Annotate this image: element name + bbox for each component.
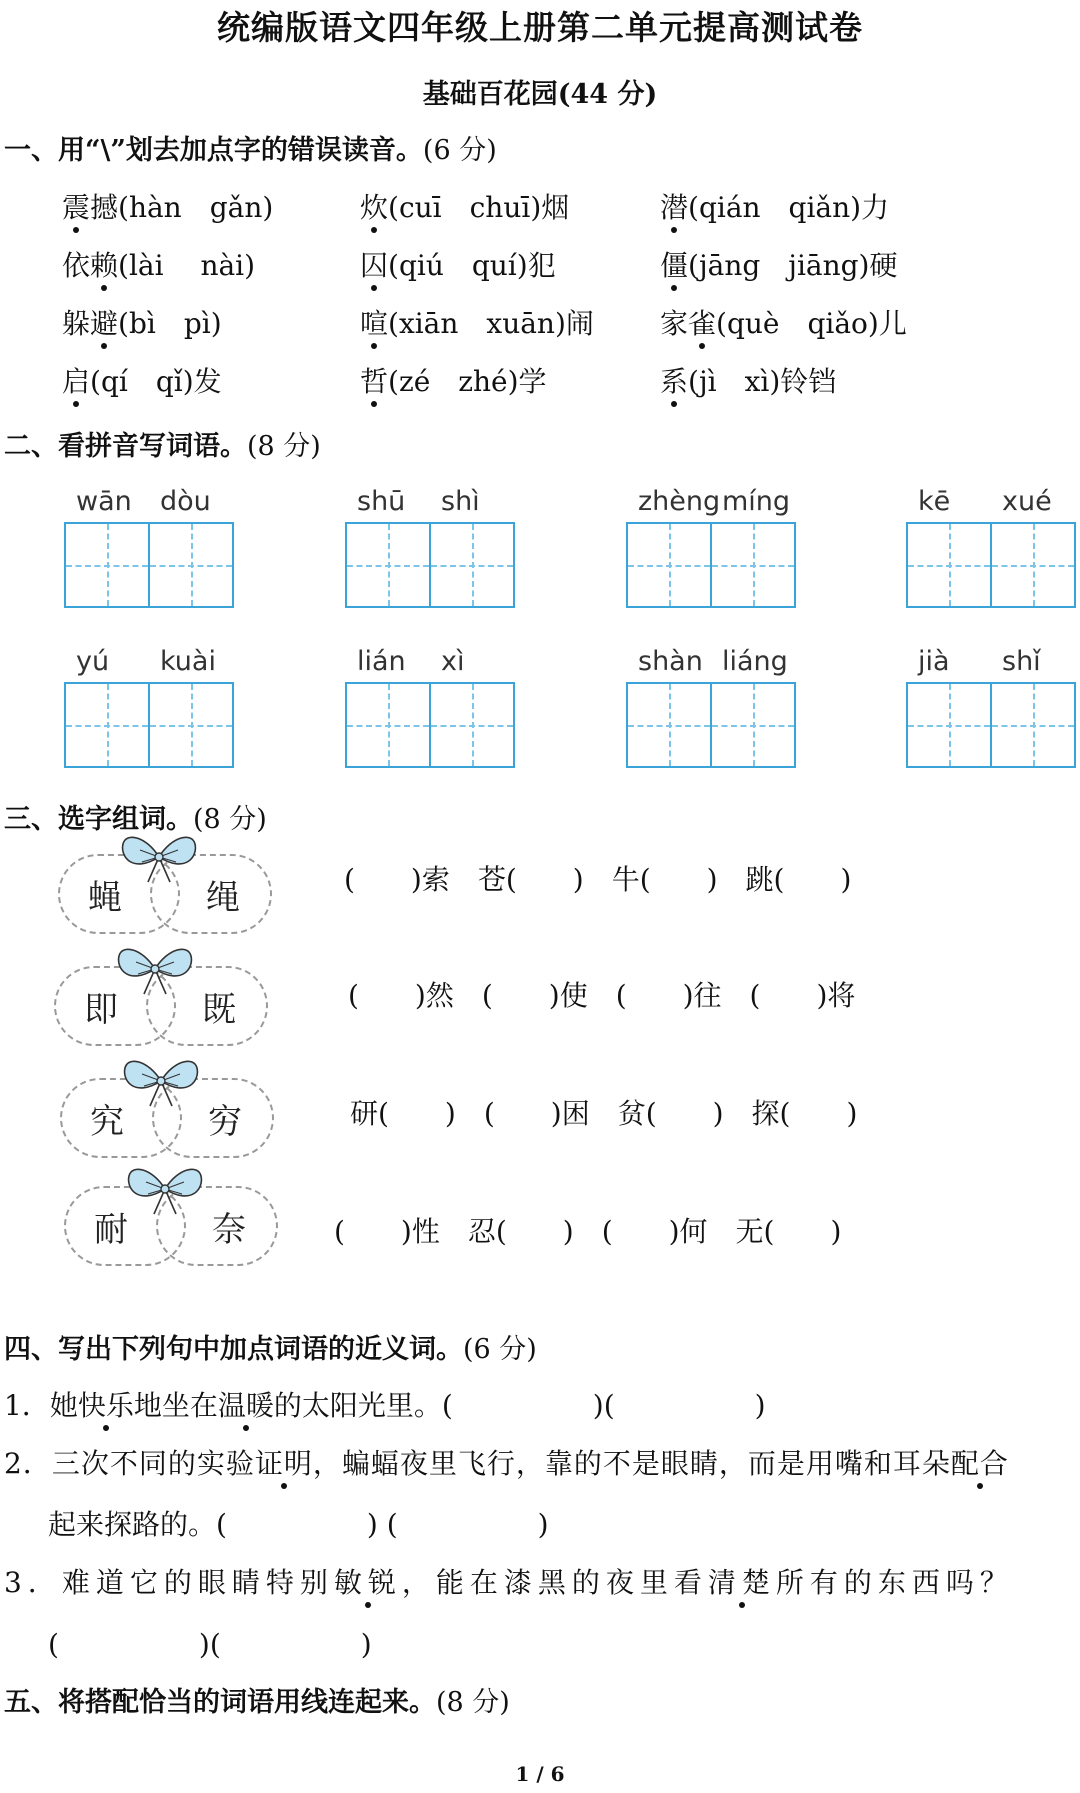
writing-cell[interactable] — [908, 524, 992, 606]
word-fill-line: 研( ) ( )困 贫( ) 探( ) — [350, 1097, 858, 1130]
writing-cell[interactable] — [66, 684, 150, 766]
pair-char-b: 既 — [202, 990, 236, 1030]
word-fill-line: ( )索 苍( ) 牛( ) 跳( ) — [344, 863, 852, 896]
pair-char-b: 绳 — [206, 878, 240, 918]
writing-cell[interactable] — [150, 684, 232, 766]
writing-cell[interactable] — [628, 684, 712, 766]
writing-box[interactable] — [906, 522, 1076, 608]
page-number: 1 / 6 — [515, 1762, 565, 1786]
writing-cell[interactable] — [712, 524, 794, 606]
section-2-heading: 二、看拼音写词语。(8 分) — [4, 431, 321, 462]
section-5-heading: 五、将搭配恰当的词语用线连起来。(8 分) — [4, 1687, 510, 1718]
pinyin-label: dòu — [160, 486, 211, 517]
character-pair — [64, 1170, 279, 1264]
writing-cell[interactable] — [431, 524, 513, 606]
pair-char-a: 即 — [84, 990, 118, 1030]
character-pair — [60, 1062, 275, 1156]
question-4-1: 1．她快乐地坐在温暖的太阳光里。( )( ) — [4, 1389, 766, 1422]
reading-item: 囚(qiú quí)犯 — [360, 249, 556, 282]
reading-item: 哲(zé zhé)学 — [360, 365, 547, 398]
pair-char-a: 蝇 — [88, 878, 122, 918]
writing-cell[interactable] — [347, 684, 431, 766]
character-pair — [54, 950, 269, 1044]
reading-item: 依赖(lài nài) — [62, 249, 256, 282]
reading-item: 喧(xiān xuān)闹 — [360, 307, 594, 340]
writing-cell[interactable] — [908, 684, 992, 766]
pinyin-label: xì — [441, 646, 465, 677]
pinyin-label: lián — [357, 646, 406, 677]
writing-cell[interactable] — [66, 524, 150, 606]
question-4-2-line2: 起来探路的。( ) ( ) — [48, 1508, 549, 1541]
writing-cell[interactable] — [431, 684, 513, 766]
word-fill-line: ( )性 忍( ) ( )何 无( ) — [334, 1215, 842, 1248]
question-4-3-line2: ( )( ) — [48, 1628, 372, 1661]
section-1-heading: 一、用“\”划去加点字的错误读音。(6 分) — [4, 135, 497, 166]
reading-item: 启(qí qǐ)发 — [62, 365, 222, 398]
pinyin-label: míng — [722, 486, 791, 517]
pinyin-label: kuài — [160, 646, 216, 677]
question-4-2: 2．三次不同的实验证明，蝙蝠夜里飞行，靠的不是眼睛，而是用嘴和耳朵配合 — [4, 1447, 1009, 1480]
writing-box[interactable] — [345, 522, 515, 608]
pair-char-a: 究 — [90, 1102, 124, 1142]
writing-cell[interactable] — [150, 524, 232, 606]
writing-box[interactable] — [64, 682, 234, 768]
writing-cell[interactable] — [712, 684, 794, 766]
writing-box[interactable] — [906, 682, 1076, 768]
character-pair — [58, 838, 273, 932]
reading-item: 潜(qián qiǎn)力 — [660, 191, 890, 224]
writing-box[interactable] — [345, 682, 515, 768]
writing-cell[interactable] — [628, 524, 712, 606]
reading-item: 炊(cuī chuī)烟 — [360, 191, 570, 224]
pinyin-label: shū — [357, 486, 406, 517]
section-group-title: 基础百花园(44 分) — [422, 79, 658, 110]
writing-box[interactable] — [64, 522, 234, 608]
writing-cell[interactable] — [992, 684, 1074, 766]
pair-char-b: 奈 — [212, 1210, 246, 1250]
pinyin-label: zhèng — [638, 486, 721, 517]
writing-cell[interactable] — [992, 524, 1074, 606]
pinyin-label: shǐ — [1002, 646, 1041, 677]
question-4-3: 3．难道它的眼睛特别敏锐，能在漆黑的夜里看清楚所有的东西吗？ — [4, 1566, 1014, 1599]
bow-icon — [120, 1054, 202, 1108]
reading-item: 家雀(què qiǎo)儿 — [660, 307, 907, 340]
pair-char-b: 穷 — [208, 1102, 242, 1142]
pinyin-label: xué — [1002, 486, 1052, 517]
bow-icon — [114, 942, 196, 996]
pinyin-label: shì — [441, 486, 480, 517]
word-fill-line: ( )然 ( )使 ( )往 ( )将 — [348, 979, 856, 1012]
bow-icon — [124, 1162, 206, 1216]
reading-item: 躲避(bì pì) — [62, 307, 222, 340]
reading-item: 僵(jāng jiāng)硬 — [660, 249, 898, 282]
reading-item: 系(jì xì)铃铛 — [660, 365, 837, 398]
writing-box[interactable] — [626, 682, 796, 768]
writing-cell[interactable] — [347, 524, 431, 606]
writing-box[interactable] — [626, 522, 796, 608]
pair-char-a: 耐 — [94, 1210, 128, 1250]
pinyin-label: liáng — [722, 646, 788, 677]
section-4-heading: 四、写出下列句中加点词语的近义词。(6 分) — [4, 1334, 537, 1365]
bow-icon — [118, 830, 200, 884]
section-3-heading: 三、选字组词。(8 分) — [4, 804, 267, 835]
pinyin-label: kē — [918, 486, 951, 517]
pinyin-label: jià — [918, 646, 950, 677]
page-title: 统编版语文四年级上册第二单元提高测试卷 — [217, 8, 863, 47]
pinyin-label: shàn — [638, 646, 703, 677]
pinyin-label: yú — [76, 646, 110, 677]
reading-item: 震撼(hàn gǎn) — [62, 191, 274, 224]
pinyin-label: wān — [76, 486, 132, 517]
